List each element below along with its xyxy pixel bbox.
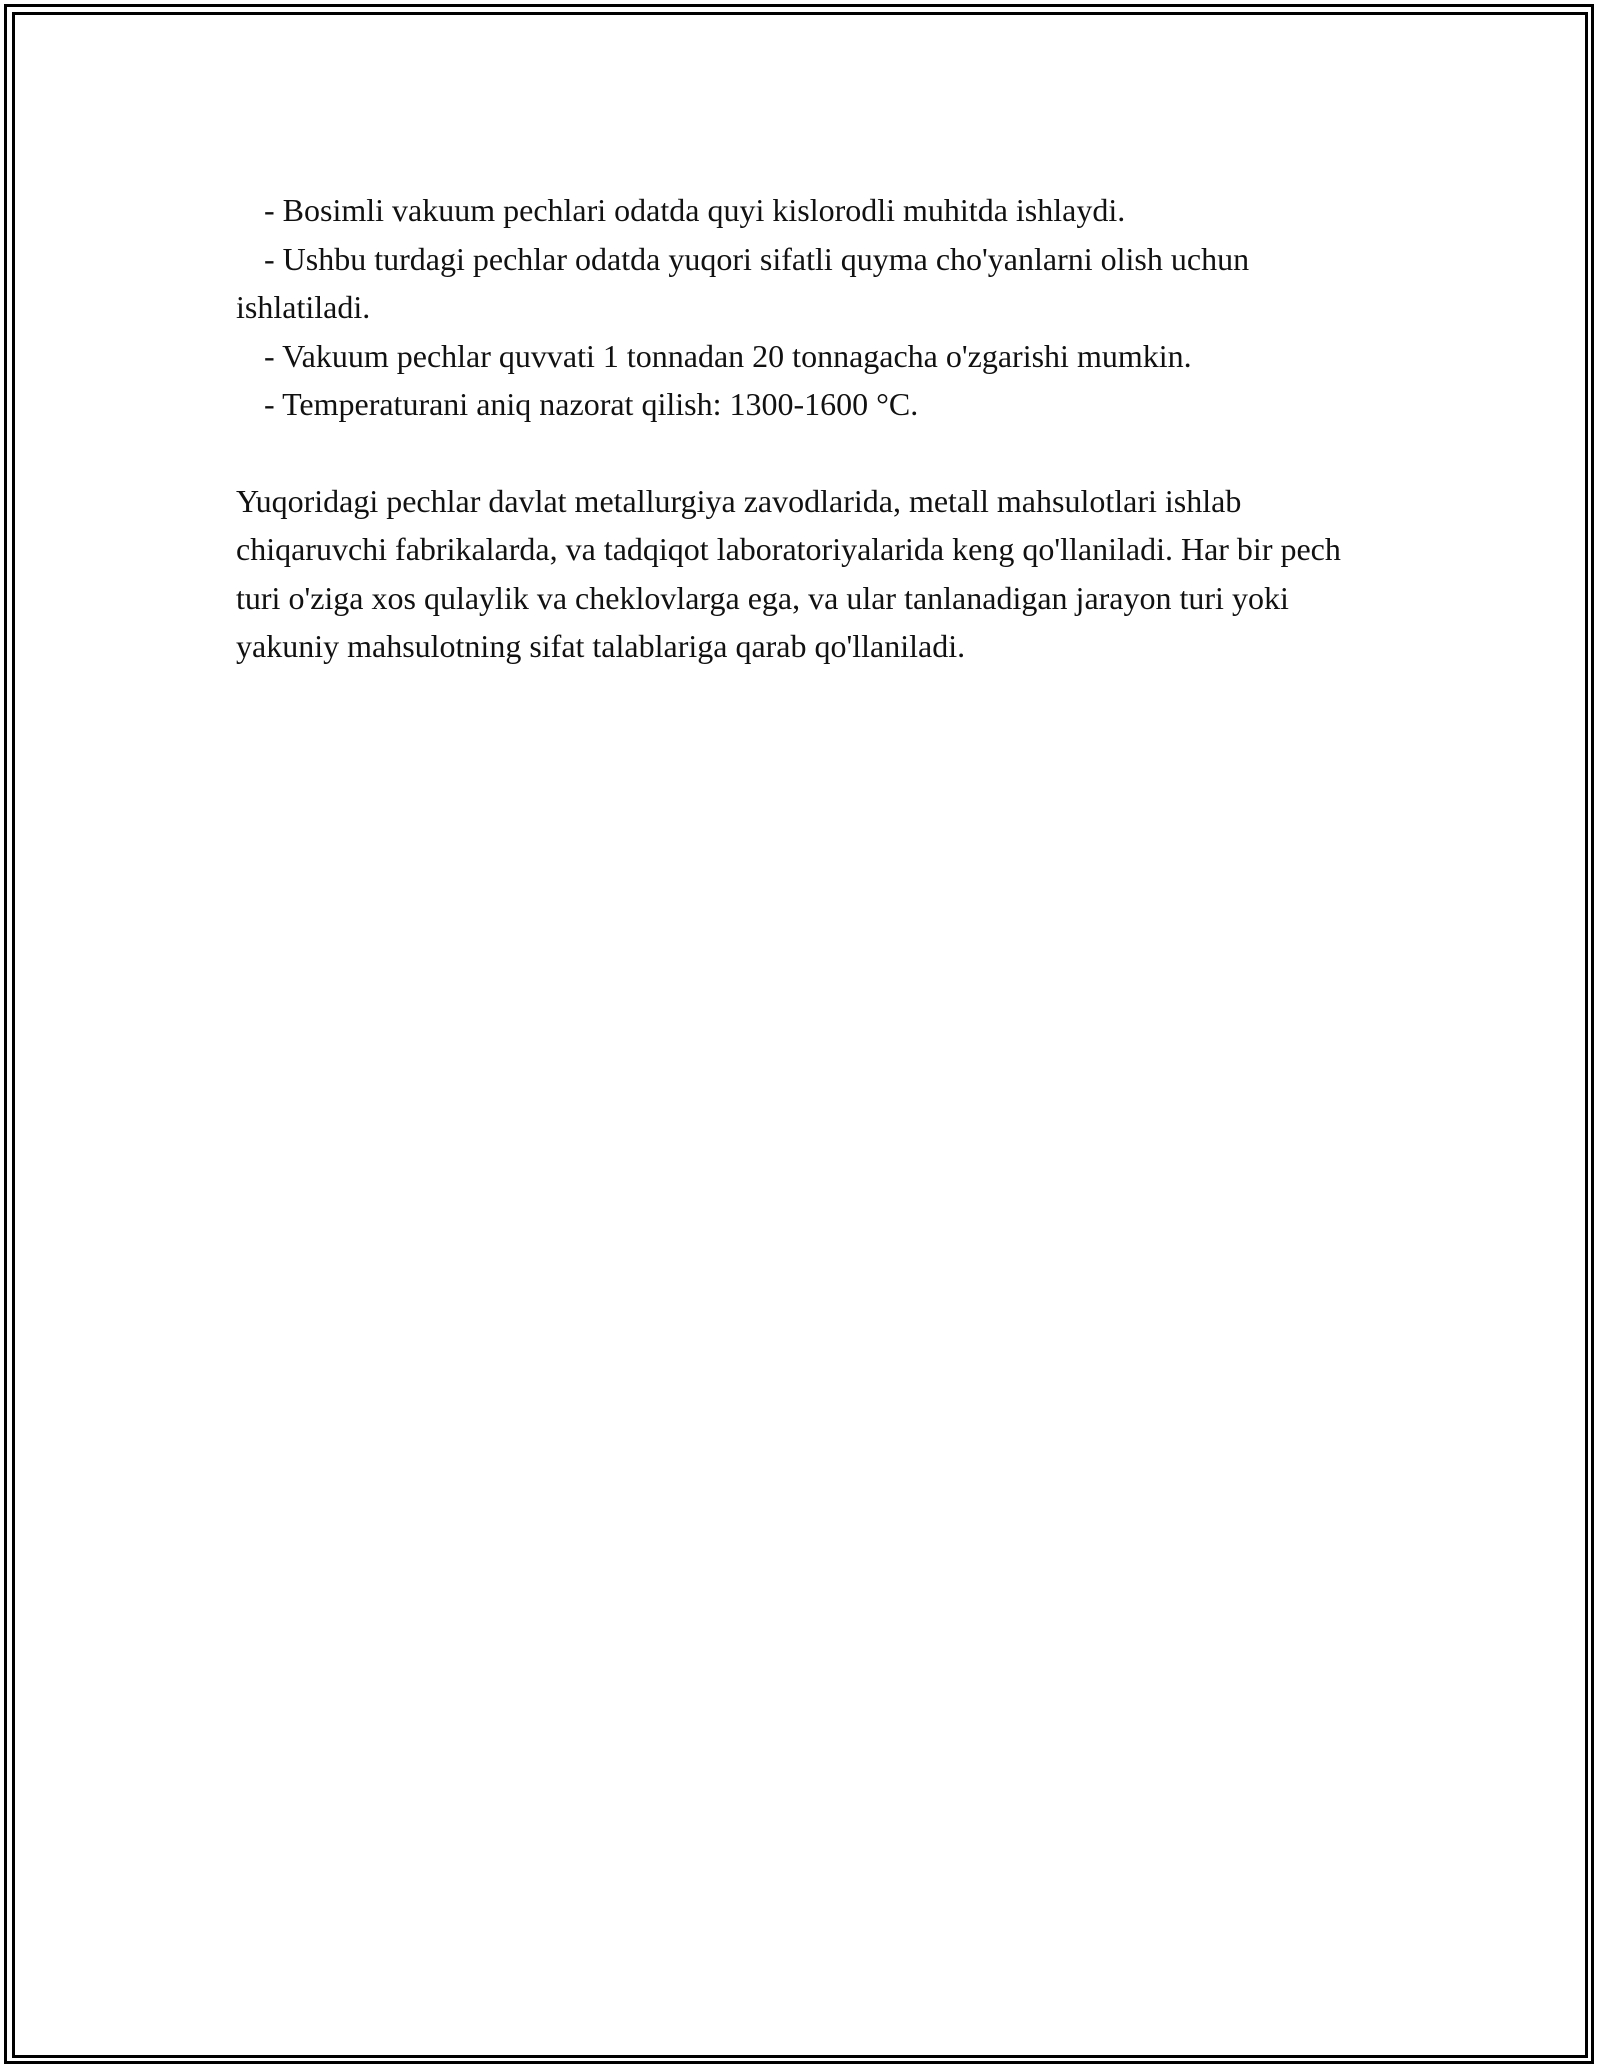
body-paragraph: Yuqoridagi pechlar davlat metallurgiya zavodlarida, metall mahsulotlari ishlab chiqaruvchi fabrikalarda, va tadqiqot laboratoriyalarida keng qo'llaniladi. Har bir pech turi o'ziga xos qulaylik va cheklovlarga ega, va ular tanlanadigan jarayon turi yoki yakuniy mahsulotning sifat talablariga qarab qo'llaniladi. — [236, 482, 1341, 664]
bullet-item: - Temperaturani aniq nazorat qilish: 1300-1600 °C. — [264, 386, 919, 422]
document-body — [236, 186, 1396, 671]
bullet-item: - Vakuum pechlar quvvati 1 tonnadan 20 tonnagacha o'zgarishi mumkin. — [264, 337, 1192, 374]
bullet-item: - Ushbu turdagi pechlar odatda yuqori sifatli quyma cho'yanlarni olish uchun ishlatiladi. — [236, 240, 1258, 325]
bullet-item: - Bosimli vakuum pechlari odatda quyi kislorodli muhitda ishlaydi. — [264, 192, 1126, 228]
paragraph-spacer — [236, 429, 1396, 477]
